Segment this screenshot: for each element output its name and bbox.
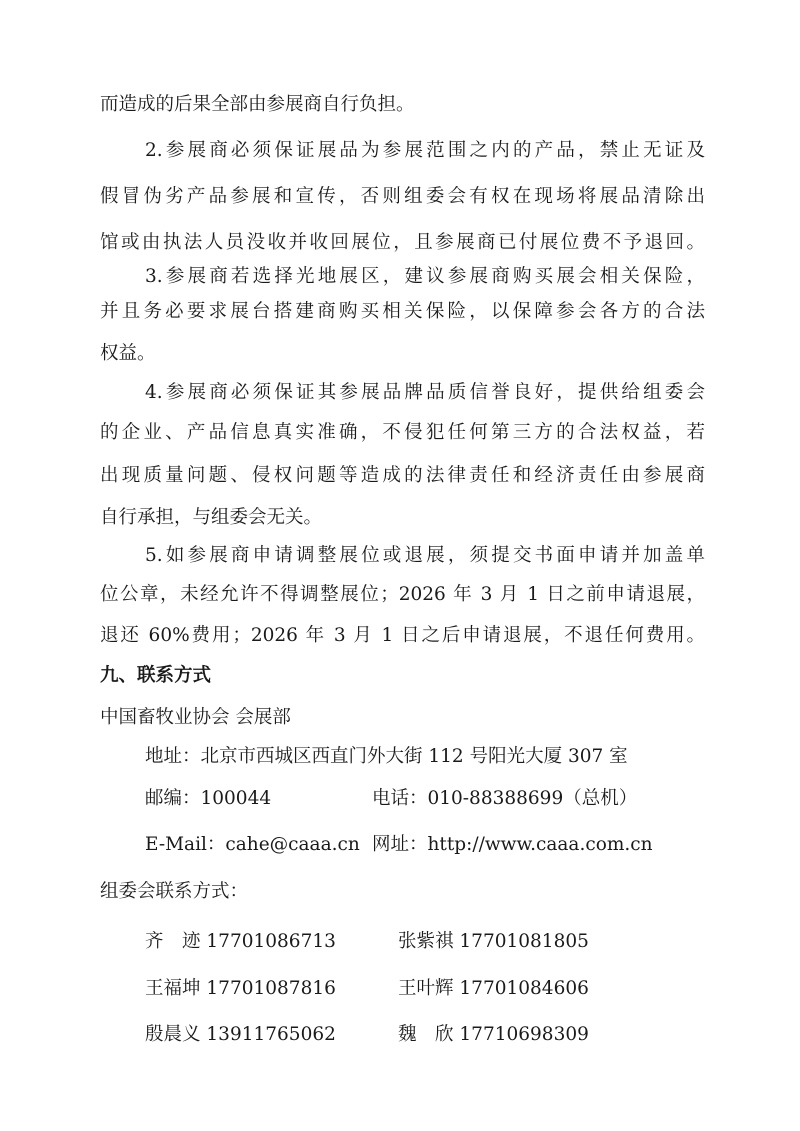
body-line: 3.参展商若选择光地展区，建议参展商购买展会相关保险，: [145, 266, 705, 287]
website: 网址：http://www.caaa.com.cn: [372, 834, 653, 855]
contact-name: 殷晨义: [145, 1024, 201, 1045]
contact-name: 王叶辉: [398, 978, 454, 999]
body-line: 自行承担，与组委会无关。: [100, 507, 323, 528]
body-line: 权益。: [100, 343, 156, 364]
contact-name: 齐 迹: [145, 931, 201, 952]
contact-phone: 17710698309: [459, 1024, 589, 1045]
contact-entry: [145, 977, 336, 1001]
body-line: 退还 60%费用；2026 年 3 月 1 日之后申请退展，不退任何费用。: [100, 625, 705, 646]
contact-entry: [398, 1023, 589, 1047]
contact-phone: 17701081805: [459, 931, 589, 952]
section-heading: 九、联系方式: [100, 665, 212, 686]
email: E-Mail：cahe@caaa.cn: [145, 834, 360, 855]
contact-name: 张紫祺: [398, 931, 454, 952]
postcode: 邮编：100044: [145, 788, 272, 809]
body-line: 并且务必要求展台搭建商购买相关保险，以保障参会各方的合法: [100, 301, 705, 322]
body-line: 2.参展商必须保证展品为参展范围之内的产品，禁止无证及: [145, 140, 705, 161]
org-name: 中国畜牧业协会 会展部: [100, 707, 291, 728]
contact-entry: [398, 930, 589, 954]
contact-phone: 17701086713: [206, 931, 336, 952]
contact-entry: [398, 977, 589, 1001]
phone: 电话：010-88388699（总机）: [372, 788, 638, 809]
body-line: 4.参展商必须保证其参展品牌品质信誉良好，提供给组委会: [145, 382, 705, 403]
body-line: 馆或由执法人员没收并收回展位，且参展商已付展位费不予退回。: [100, 232, 705, 253]
body-line: 的企业、产品信息真实准确，不侵犯任何第三方的合法权益，若: [100, 422, 705, 443]
contact-name: 王福坤: [145, 978, 201, 999]
body-line: 位公章，未经允许不得调整展位；2026 年 3 月 1 日之前申请退展，: [100, 584, 705, 605]
contact-name: 魏 欣: [398, 1024, 454, 1045]
contact-entry: [145, 930, 336, 954]
contact-phone: 17701087816: [206, 978, 336, 999]
body-line: 而造成的后果全部由参展商自行负担。: [100, 94, 415, 115]
contact-entry: [145, 1023, 336, 1047]
body-line: 假冒伪劣产品参展和宣传，否则组委会有权在现场将展品清除出: [100, 186, 705, 207]
body-line: 5.如参展商申请调整展位或退展，须提交书面申请并加盖单: [145, 545, 705, 566]
address: 地址：北京市西城区西直门外大街 112 号阳光大厦 307 室: [145, 746, 628, 767]
committee-label: 组委会联系方式：: [100, 881, 249, 902]
body-line: 出现质量问题、侵权问题等造成的法律责任和经济责任由参展商: [100, 465, 705, 486]
contact-phone: 13911765062: [206, 1024, 336, 1045]
contact-phone: 17701084606: [459, 978, 589, 999]
